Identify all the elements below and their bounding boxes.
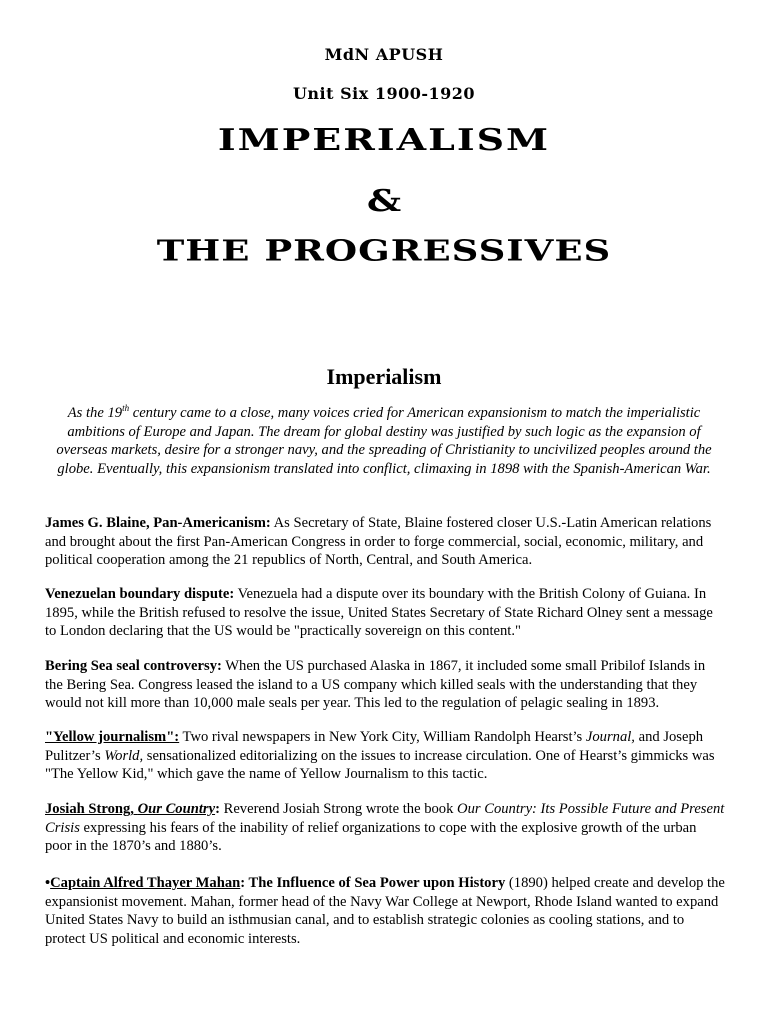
intro-text-rest: century came to a close, many voices cried for American expansionism to match the imperialistic ambitions of Europe and Japan. The dream for global destiny was justified by such logic as the expansion of overseas markets, desire for a stronger navy, and the spreading of Christianity to uncivilized peoples around the globe. Eventually, this expansionism translated into conflict, climaxing in 1898 with the Spanish-American War. — [56, 405, 712, 478]
entry-text: (1890) helped create and develop the expansionist movement. Mahan, former head of the Navy War College at Newport, Rhode Island wanted to expand United States Navy to build an isthmusian canal, and to establish strategic colonies as cooling stations, and to protect US political and economic interests. — [45, 875, 725, 948]
entry-journal-title: Journal, — [585, 729, 635, 745]
entry-text: expressing his fears of the inability of relief organizations to cope with the explosive growth of the urban poor in the 1870’s and 1880’s. — [45, 819, 697, 855]
intro-superscript: th — [122, 403, 130, 414]
entry-text: As Secretary of State, Blaine fostered closer U.S.-Latin American relations and brought about the first Pan-American Congress in order to forge commercial, social, economic, military, and political cooperation among the 21 republics of North, Central, and South America. — [45, 515, 712, 569]
entry-world-title: World, — [104, 747, 144, 764]
entry-venezuela — [45, 585, 725, 641]
entry-term-book: Our Country — [137, 801, 216, 817]
entry-term-colon: : — [215, 801, 220, 817]
entry-book-title: Our Country: Its Possible Future and Present Crisis — [45, 801, 725, 836]
entry-mahan — [45, 874, 725, 949]
entry-term: Josiah Strong, — [45, 801, 138, 817]
main-title-ampersand: & — [366, 183, 402, 219]
entry-term: Captain Alfred Thayer Mahan — [50, 875, 241, 891]
entry-term: James G. Blaine, Pan-Americanism: — [45, 515, 271, 531]
intro-text-start: As the 19 — [67, 405, 123, 421]
entry-text: Venezuela had a dispute over its boundary with the British Colony of Guiana. In 1895, while the British refused to resolve the issue, United States Secretary of State Richard Olney sent a message to London declaring that the US would be "practically sovereign on this content." — [45, 586, 713, 640]
entry-josiah-strong — [45, 800, 725, 856]
main-title-progressives: THE PROGRESSIVES — [156, 233, 612, 268]
entry-yellow-journalism — [45, 728, 725, 784]
entry-term: "Yellow journalism": — [45, 729, 180, 745]
entry-text: sensationalized editorializing on the issues to increase circulation. One of Hearst’s gimmicks was "The Yellow Kid," which gave the name of Yellow Journalism to this tactic. — [45, 747, 715, 783]
entry-text: and Joseph Pulitzer’s — [45, 729, 704, 764]
entry-text: Reverend Josiah Strong wrote the book — [219, 801, 458, 817]
entry-term: Venezuelan boundary dispute: — [45, 586, 235, 602]
entry-term-book: : The Influence of Sea Power upon History — [240, 875, 506, 891]
entry-term: Bering Sea seal controversy: — [45, 658, 222, 674]
main-title-imperialism: IMPERIALISM — [217, 122, 551, 158]
section-heading: Imperialism — [326, 364, 442, 389]
entry-text: Two rival newspapers in New York City, William Randolph Hearst’s — [179, 729, 586, 745]
intro-paragraph — [44, 404, 724, 479]
unit-title: Unit Six 1900-1920 — [292, 84, 476, 103]
bullet-icon: • — [45, 875, 51, 891]
course-title: MdN APUSH — [324, 45, 444, 64]
entry-bering — [45, 657, 725, 713]
entry-text: When the US purchased Alaska in 1867, it included some small Pribilof Islands in the Bering Sea. Congress leased the island to a US company which killed seals with the understanding that they would not kill more than 10,000 male seals per year. This led to the regulation of pelagic sealing in 1893. — [45, 658, 706, 712]
entry-blaine — [45, 514, 725, 570]
